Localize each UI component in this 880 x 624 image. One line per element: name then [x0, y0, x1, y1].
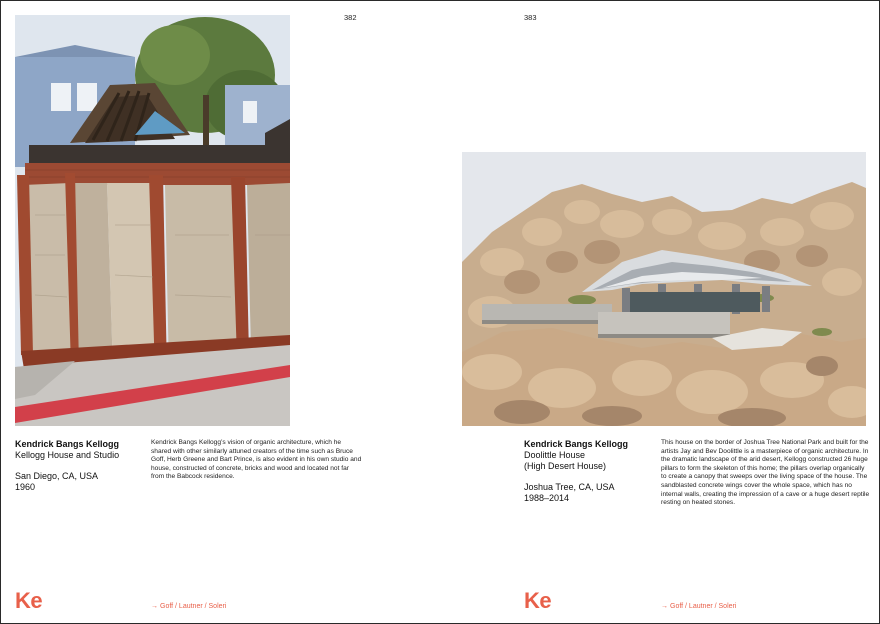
work-year: 1988–2014: [524, 493, 570, 503]
crossref-link[interactable]: [661, 603, 736, 610]
work-location: Joshua Tree, CA, USA: [524, 482, 615, 492]
work-title: Kellogg House and Studio: [15, 450, 120, 460]
work-description: Kendrick Bangs Kellogg’s vision of organic architecture, which he shared with other similarly attuned creators of the time such as Bruce Goff, Herb Greene and Bart Prince, is also evident in his own studio and house, constructed of concrete, bricks and wood and located not far from the Babcock residence.: [151, 439, 362, 481]
work-title-line-2: (High Desert House): [524, 461, 607, 471]
architect-name: Kendrick Bangs Kellogg: [524, 439, 629, 449]
page-number: 382: [344, 13, 357, 22]
crossref-text: Goff / Lautner / Soleri: [160, 603, 227, 610]
section-logo: Ke: [524, 588, 552, 613]
right-page: [440, 1, 879, 623]
work-location: San Diego, CA, USA: [15, 471, 99, 481]
crossref-link[interactable]: [151, 603, 226, 610]
work-year: 1960: [15, 482, 36, 492]
doolittle-house-photo: [462, 152, 866, 426]
crossref-text: Goff / Lautner / Soleri: [670, 603, 737, 610]
kellogg-house-photo: [15, 15, 290, 426]
arrow-right-icon: →: [151, 603, 158, 610]
work-description: This house on the border of Joshua Tree National Park and built for the artists Jay and Bev Doolittle is a masterpiece of organic architecture. In the dramatic landscape of the arid desert, Kellogg constructed 26 huge pillars to form the skeleton of this home; the pillars overlap organically to create a canopy that sweeps over the living space of the house. The sandblasted concrete wings cover the whole space, which has no internal walls, creating the impression of a cave or a huge desert reptile resting on heated stones.: [661, 439, 870, 507]
section-logo: Ke: [15, 588, 43, 613]
work-title-line-1: Doolittle House: [524, 450, 586, 460]
page-number: 383: [524, 13, 537, 22]
arrow-right-icon: →: [661, 603, 668, 610]
left-page: [1, 1, 440, 623]
architect-name: Kendrick Bangs Kellogg: [15, 439, 120, 449]
